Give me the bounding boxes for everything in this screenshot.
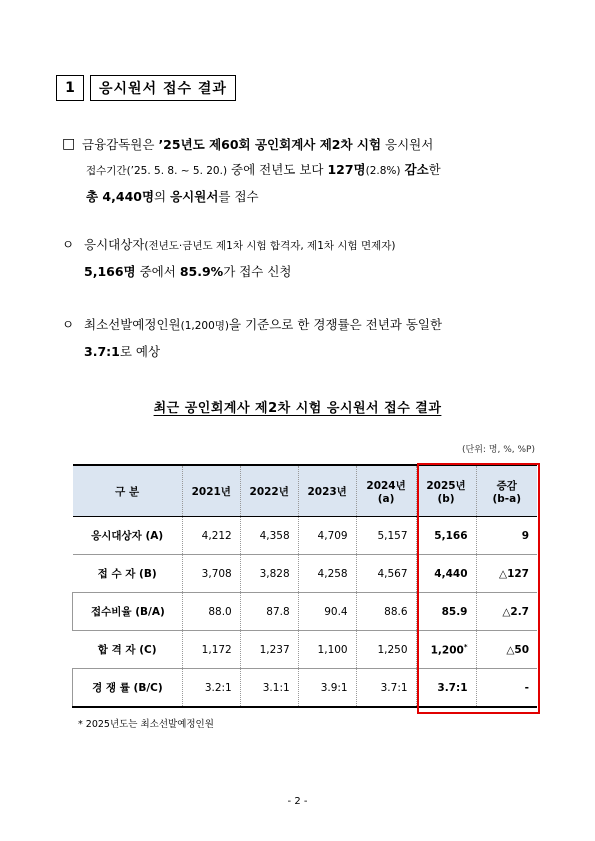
header-change: 증감 (b-a) [476, 465, 537, 517]
footnote: * 2025년도는 최소선발예정인원 [78, 719, 214, 730]
table-row [73, 555, 538, 593]
cell-2021: 3.2:1 [182, 669, 240, 708]
cell-2022: 4,358 [240, 517, 298, 555]
circle-bullet-icon: ㅇ [62, 237, 75, 252]
square-bullet-icon: □ [62, 136, 76, 152]
header-2021: 2021년 [182, 465, 240, 517]
summary-paragraph: □ 금융감독원은 ’25년도 제60회 공인회계사 제2차 시험 응시원서 접수기간(’25. 5. 8. ~ 5. 20.) 중에 전년도 보다 127명(2.8%) 감소한 총 4,440명의 응시원서를 접수 [62, 132, 542, 209]
cell-2022: 1,237 [240, 631, 298, 669]
table-title: 최근 공인회계사 제2차 시험 응시원서 접수 결과 [153, 401, 442, 416]
table-unit: (단위: 명, %, %P) [462, 445, 535, 455]
cell-2022: 3,828 [240, 555, 298, 593]
header-category: 구 분 [73, 465, 183, 517]
row-label: 접수비율 (B/A) [73, 593, 183, 631]
cell-2025: 4,440 [416, 555, 476, 593]
row-label: 접 수 자 (B) [73, 555, 183, 593]
header-2022: 2022년 [240, 465, 298, 517]
competition-paragraph: ㅇ 최소선발예정인원(1,200명)을 기준으로 한 경쟁률은 전년과 동일한 3.7:1로 예상 [62, 312, 542, 364]
section-number: 1 [56, 75, 84, 101]
table-row [73, 669, 538, 708]
table-row [73, 517, 538, 555]
table-row [73, 631, 538, 669]
cell-2021: 1,172 [182, 631, 240, 669]
header-2025: 2025년 (b) [416, 465, 476, 517]
cell-2023: 1,100 [298, 631, 356, 669]
row-label: 경 쟁 률 (B/C) [73, 669, 183, 708]
header-2024: 2024년 (a) [356, 465, 416, 517]
circle-bullet-icon: ㅇ [62, 317, 75, 332]
page-number: - 2 - [287, 796, 308, 807]
section-header [56, 75, 236, 101]
cell-2024: 4,567 [356, 555, 416, 593]
row-label: 응시대상자 (A) [73, 517, 183, 555]
cell-2025: 3.7:1 [416, 669, 476, 708]
cell-2024: 1,250 [356, 631, 416, 669]
cell-2021: 3,708 [182, 555, 240, 593]
section-title: 응시원서 접수 결과 [90, 75, 236, 101]
cell-change: △2.7 [476, 593, 537, 631]
cell-2025: 1,200* [416, 631, 476, 669]
cell-2022: 3.1:1 [240, 669, 298, 708]
cell-change: 9 [476, 517, 537, 555]
cell-2025: 5,166 [416, 517, 476, 555]
applicant-paragraph: ㅇ 응시대상자(전년도·금년도 제1차 시험 합격자, 제1차 시험 면제자) 5,166명 중에서 85.9%가 접수 신청 [62, 232, 542, 284]
cell-2024: 5,157 [356, 517, 416, 555]
cell-2023: 4,258 [298, 555, 356, 593]
row-label: 합 격 자 (C) [73, 631, 183, 669]
cell-2023: 90.4 [298, 593, 356, 631]
cell-2023: 3.9:1 [298, 669, 356, 708]
header-2023: 2023년 [298, 465, 356, 517]
table-header-row [73, 465, 538, 517]
cell-2024: 3.7:1 [356, 669, 416, 708]
cell-2025: 85.9 [416, 593, 476, 631]
cell-change: △50 [476, 631, 537, 669]
cell-2024: 88.6 [356, 593, 416, 631]
cell-2022: 87.8 [240, 593, 298, 631]
cell-2021: 88.0 [182, 593, 240, 631]
cell-change: - [476, 669, 537, 708]
table-row [73, 593, 538, 631]
cell-change: △127 [476, 555, 537, 593]
cell-2021: 4,212 [182, 517, 240, 555]
results-table [72, 464, 537, 708]
cell-2023: 4,709 [298, 517, 356, 555]
footnote-mark: * [463, 642, 468, 651]
